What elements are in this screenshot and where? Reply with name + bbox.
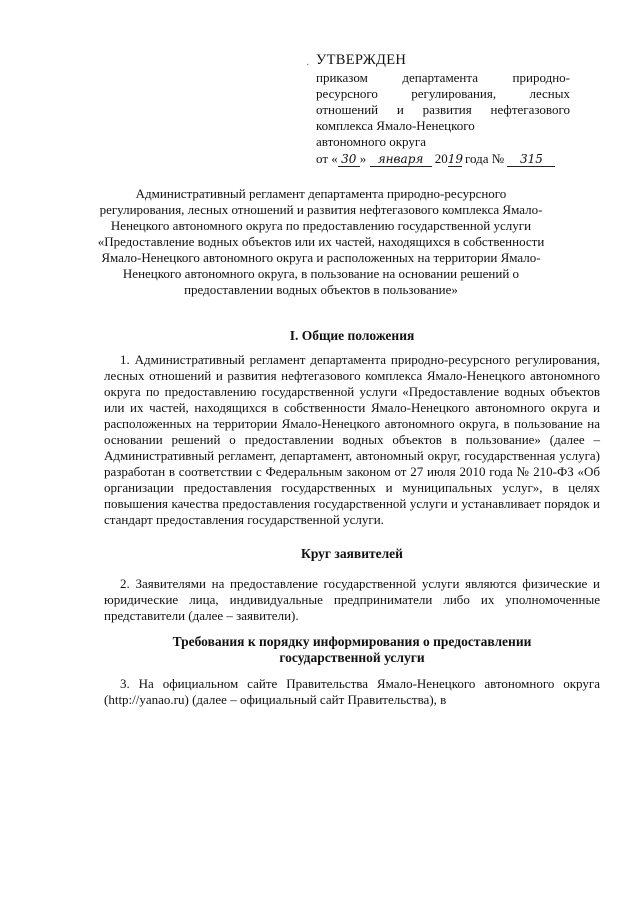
section-heading-line: Требования к порядку информирования о предоставлении <box>172 634 532 649</box>
approval-line: приказом департамента природно- <box>316 70 570 85</box>
paragraph-3 <box>104 676 600 708</box>
date-prefix: от « <box>316 151 338 166</box>
paragraph-text: 3. На официальном сайте Правительства Ямало-Ненецкого автономного округа (http://yanao.ru) (далее – официальный сайт Правительства), в <box>104 676 600 707</box>
approval-date-line <box>316 151 570 167</box>
title-line: предоставлении водных объектов в пользование» <box>184 282 458 297</box>
section-applicants <box>104 546 600 562</box>
paragraph-2 <box>104 576 600 624</box>
title-line: Ненецкого автономного округа, в пользование на основании решений о <box>122 266 520 281</box>
scan-mark: · <box>306 60 310 71</box>
paragraph-text: 1. Административный регламент департамента природно-ресурсного регулирования, лесных отношений и развития нефтегазового комплекса Ямало-Ненецкого автономного округа по предоставлению государственной услуги «Предоставление водных объектов или их частей, находящихся в собственности Ямало-Ненецкого автономного округа и расположенных на территории Ямало-Ненецкого автономного округа, в пользование на основании решений о предоставлении водных объектов в пользование» (далее – Административный регламент, департамент, автономный округ, государственная услуга) разработан в соответствии с Федеральным законом от 27 июля 2010 года № 210-ФЗ «Об организации предоставления государственных и муниципальных услуг», в целях повышения качества предоставления государственной услуги и устанавливает порядок и стандарт предоставления государственной услуги. <box>104 352 600 527</box>
date-year-prefix: 20 <box>434 151 448 166</box>
section-heading: I. Общие положения <box>289 328 415 343</box>
approval-line: отношений и развития нефтегазового <box>316 102 570 117</box>
title-line: регулирования, лесных отношений и развития нефтегазового комплекса Ямало- <box>99 202 543 217</box>
approval-line: комплекса Ямало-Ненецкого <box>316 118 475 133</box>
handwritten-order-number: 315 <box>507 153 555 167</box>
handwritten-month: января <box>370 153 432 167</box>
paragraph-text: 2. Заявителями на предоставление государственной услуги являются физические и юридические лица, индивидуальные предприниматели либо их уполномоченные представители (далее – заявители). <box>104 576 600 623</box>
title-line: Административный регламент департамента природно-ресурсного <box>135 186 507 201</box>
title-line: Ненецкого автономного округа по предоставлению государственной услуги <box>110 218 532 233</box>
date-mid: » <box>359 151 367 166</box>
handwritten-day: 30 <box>338 153 360 167</box>
section-information <box>104 634 600 666</box>
approval-block <box>316 52 570 167</box>
document-title <box>86 186 556 298</box>
approval-heading: УТВЕРЖДЕН <box>316 52 407 68</box>
section-heading: Круг заявителей <box>301 546 403 561</box>
section-general <box>104 328 600 344</box>
section-heading-line: государственной услуги <box>279 650 425 665</box>
title-line: «Предоставление водных объектов или их частей, находящихся в собственности <box>97 234 545 249</box>
approval-line: автономного округа <box>316 134 426 149</box>
date-suffix: года № <box>465 151 505 166</box>
paragraph-1 <box>104 352 600 528</box>
handwritten-year: 19 <box>447 152 464 166</box>
title-line: Ямало-Ненецкого автономного округа и расположенных на территории Ямало- <box>101 250 541 265</box>
approval-line: ресурсного регулирования, лесных <box>316 86 570 101</box>
